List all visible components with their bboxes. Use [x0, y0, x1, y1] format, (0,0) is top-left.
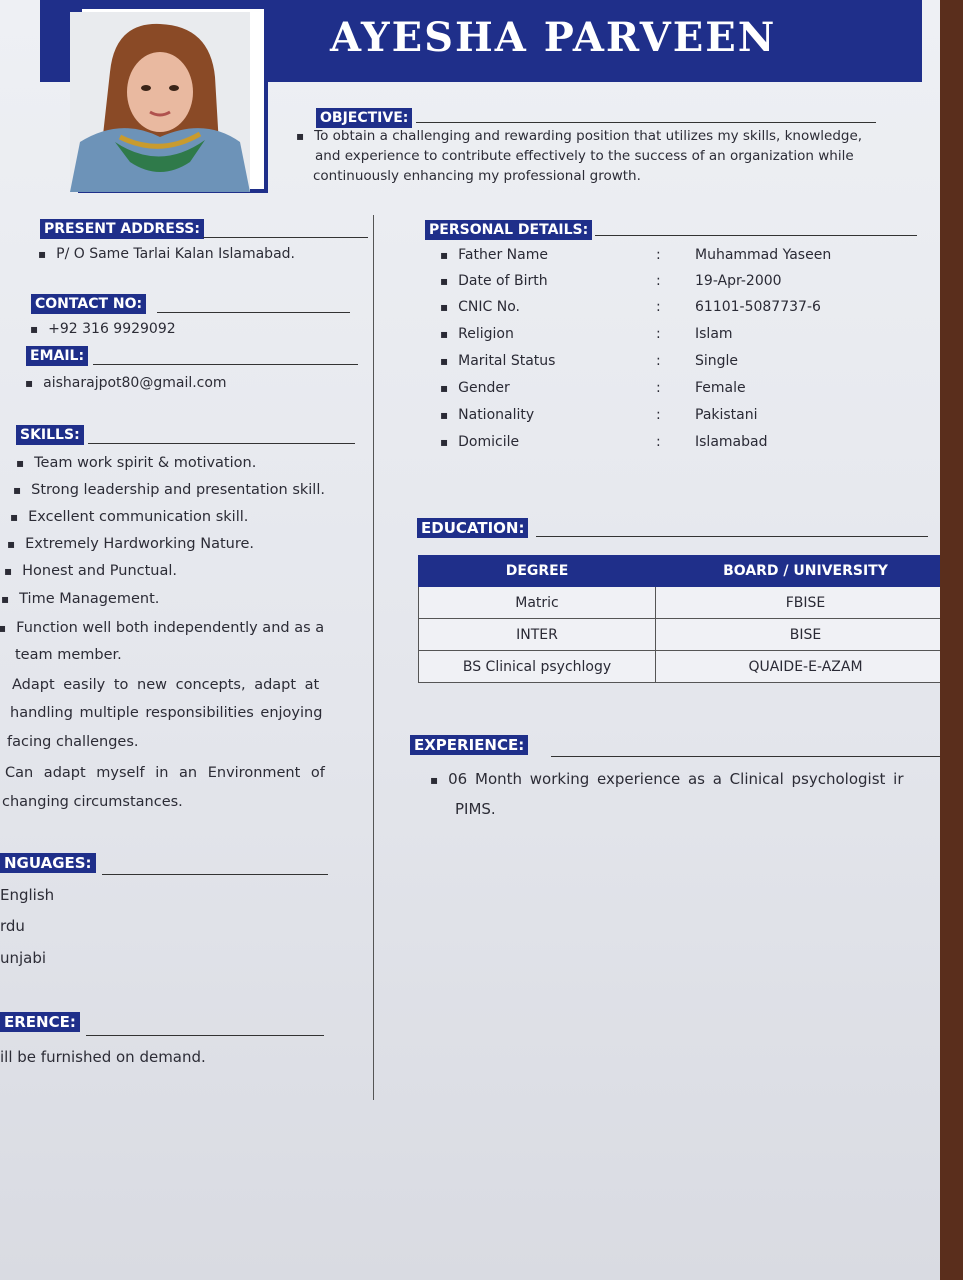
- skill-continuation: facing challenges.: [7, 734, 139, 750]
- education-heading: EDUCATION:: [417, 518, 528, 538]
- contact-heading: CONTACT NO:: [31, 294, 146, 314]
- candidate-name: AYESHA PARVEEN: [330, 14, 777, 61]
- personal-rule: [595, 235, 917, 236]
- personal-label: ▪ Gender: [440, 380, 510, 396]
- skill-item: ▪ Extremely Hardworking Nature.: [7, 536, 254, 552]
- personal-label: ▪ Date of Birth: [440, 273, 548, 289]
- personal-colon: :: [656, 273, 661, 289]
- languages-heading: NGUAGES:: [0, 853, 96, 873]
- table-row: [419, 651, 941, 683]
- degree-cell: INTER: [419, 619, 656, 651]
- personal-value: Islam: [695, 326, 733, 342]
- address-rule: [203, 237, 368, 238]
- personal-colon: :: [656, 407, 661, 423]
- objective-heading: OBJECTIVE:: [316, 108, 412, 128]
- skills-heading: SKILLS:: [16, 425, 84, 445]
- table-row: [419, 619, 941, 651]
- personal-colon: :: [656, 326, 661, 342]
- personal-value: 19-Apr-2000: [695, 273, 782, 289]
- table-row: [419, 587, 941, 619]
- reference-value: ill be furnished on demand.: [0, 1048, 206, 1066]
- personal-label: ▪ Religion: [440, 326, 514, 342]
- experience-line-2: PIMS.: [455, 800, 496, 818]
- personal-colon: :: [656, 353, 661, 369]
- languages-rule: [102, 874, 328, 875]
- skill-continuation: changing circumstances.: [2, 794, 183, 810]
- reference-heading: ERENCE:: [0, 1012, 80, 1032]
- objective-line-2: and experience to contribute effectively to the success of an organization while: [315, 148, 854, 164]
- personal-value: Pakistani: [695, 407, 758, 423]
- personal-label: ▪ CNIC No.: [440, 299, 520, 315]
- email-rule: [93, 364, 358, 365]
- email-heading: EMAIL:: [26, 346, 88, 366]
- personal-value: Female: [695, 380, 746, 396]
- skill-continuation: handling multiple responsibilities enjoying: [10, 705, 323, 721]
- degree-cell: Matric: [419, 587, 656, 619]
- personal-label: ▪ Marital Status: [440, 353, 555, 369]
- email-value: ▪ aisharajpot80@gmail.com: [25, 375, 227, 391]
- column-divider: [373, 215, 374, 1100]
- skill-continuation: Can adapt myself in an Environment of: [5, 765, 325, 781]
- skill-item: ▪ Strong leadership and presentation skill.: [13, 482, 325, 498]
- personal-label: ▪ Domicile: [440, 434, 519, 450]
- degree-cell: BS Clinical psychlogy: [419, 651, 656, 683]
- column-header: DEGREE: [419, 556, 656, 587]
- contact-value: ▪ +92 316 9929092: [30, 321, 176, 337]
- skill-item: ▪ Time Management.: [1, 591, 159, 607]
- personal-heading: PERSONAL DETAILS:: [425, 220, 592, 240]
- skill-item: ▪ Function well both independently and as a: [0, 620, 324, 636]
- objective-rule: [416, 122, 876, 123]
- column-header: BOARD / UNIVERSITY: [656, 556, 941, 587]
- skill-item: ▪ Excellent communication skill.: [10, 509, 248, 525]
- table-header-row: [419, 556, 941, 587]
- personal-value: 61101-5087737-6: [695, 299, 821, 315]
- objective-line-3: continuously enhancing my professional growth.: [313, 168, 641, 184]
- contact-rule: [157, 312, 350, 313]
- education-rule: [536, 536, 928, 537]
- personal-value: Muhammad Yaseen: [695, 247, 832, 263]
- skill-item: ▪ Team work spirit & motivation.: [16, 455, 256, 471]
- skill-item: ▪ Honest and Punctual.: [4, 563, 177, 579]
- experience-heading: EXPERIENCE:: [410, 735, 528, 755]
- skill-continuation: Adapt easily to new concepts, adapt at: [12, 677, 320, 693]
- personal-label: ▪ Father Name: [440, 247, 548, 263]
- language-item: English: [0, 886, 55, 904]
- reference-rule: [86, 1035, 324, 1036]
- objective-line-1: ▪ To obtain a challenging and rewarding position that utilizes my skills, knowledge,: [296, 128, 862, 144]
- board-cell: FBISE: [656, 587, 941, 619]
- profile-photo: [70, 12, 250, 192]
- language-item: rdu: [0, 917, 25, 935]
- board-cell: BISE: [656, 619, 941, 651]
- personal-value: Islamabad: [695, 434, 768, 450]
- personal-value: Single: [695, 353, 739, 369]
- address-heading: PRESENT ADDRESS:: [40, 219, 204, 239]
- board-cell: QUAIDE-E-AZAM: [656, 651, 941, 683]
- experience-rule: [551, 756, 940, 757]
- language-item: unjabi: [0, 949, 47, 967]
- experience-line-1: ▪ 06 Month working experience as a Clinical psychologist ir: [430, 770, 904, 788]
- personal-label: ▪ Nationality: [440, 407, 534, 423]
- address-value: ▪ P/ O Same Tarlai Kalan Islamabad.: [38, 246, 295, 262]
- personal-colon: :: [656, 380, 661, 396]
- skill-continuation: team member.: [15, 647, 122, 663]
- skills-rule: [88, 443, 355, 444]
- personal-colon: :: [656, 247, 661, 263]
- personal-colon: :: [656, 299, 661, 315]
- education-table: [418, 555, 940, 683]
- personal-colon: :: [656, 434, 661, 450]
